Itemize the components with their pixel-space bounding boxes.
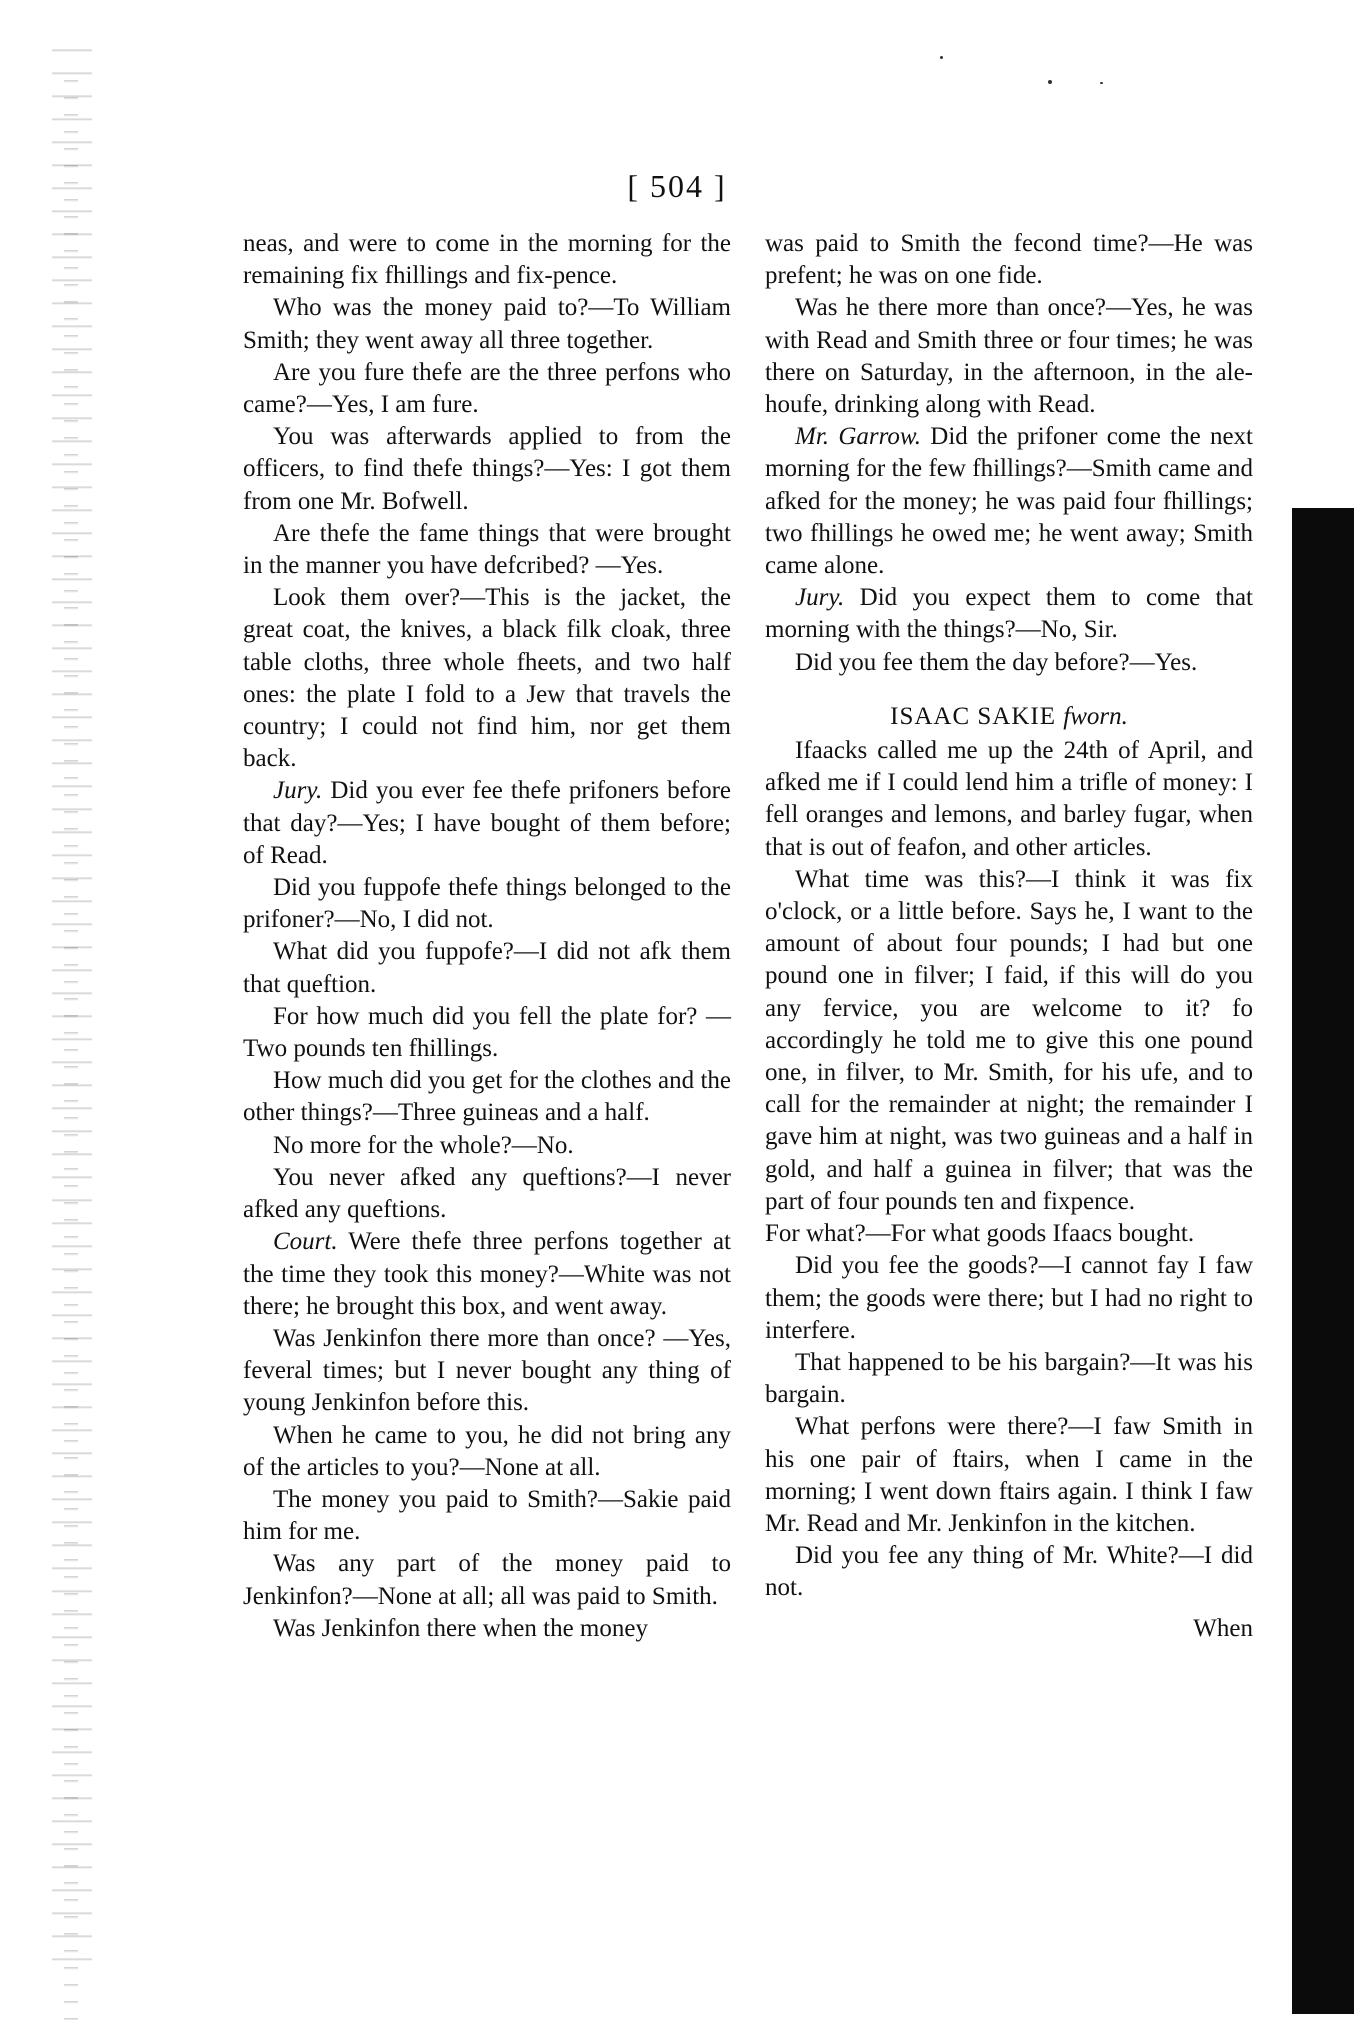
paragraph: neas, and were to come in the morning for the remaining fix fhillings and fix-pence. <box>243 230 731 290</box>
paragraph-text: Did you expect them to come that morning with the things?—No, Sir. <box>765 584 1253 644</box>
witness-name: ISAAC SAKIE <box>890 702 1056 730</box>
paragraph: You never afked any queftions?—I never afked any queftions. <box>243 1163 731 1224</box>
paragraph: You was afterwards applied to from the officers, to find thefe things?—Yes: I got them from one Mr. Bofwell. <box>243 423 731 515</box>
paragraph <box>765 421 1253 582</box>
paragraph: was paid to Smith the fecond time?—He was prefent; he was on one fide. <box>765 230 1253 290</box>
paragraph: What time was this?—I think it was fix o'clock, or a little before. Says he, I want to the amount of about four pounds; I had but one pound one in filver; I faid, if this will do you any fervice, you are welcome to it? fo accordingly he told me to give this one pound one, in filver, to Mr. Smith, for his ufe, and to call for the remainder at night; the remainder I gave him at night, was two guineas and a half in gold, and half a guinea in filver; that was the part of four pounds ten and fixpence. <box>765 865 1253 1215</box>
paragraph: Are thefe the fame things that were brought in the manner you have defcribed? —Yes. <box>243 519 731 580</box>
paragraph: What perfons were there?—I faw Smith in his one pair of ftairs, when I came in the morning; I went down ftairs again. I think I faw Mr. Read and Mr. Jenkinfon in the kitchen. <box>765 1413 1253 1537</box>
paragraph: Was he there more than once?—Yes, he was with Read and Smith three or four times; he was there on Saturday, in the afternoon, in the ale-houfe, drinking along with Read. <box>765 294 1253 419</box>
paragraph <box>765 582 1253 646</box>
paragraph: Was Jenkinfon there more than once? —Yes, feveral times; but I never bought any thing of young Jenkinfon before this. <box>243 1324 731 1417</box>
paragraph: Was any part of the money paid to Jenkinfon?—None at all; all was paid to Smith. <box>243 1550 731 1610</box>
scan-speck <box>1100 82 1103 84</box>
paragraph: Are you fure thefe are the three perfons who came?—Yes, I am fure. <box>243 358 731 419</box>
paragraph: How much did you get for the clothes and the other things?—Three guineas and a half. <box>243 1067 731 1127</box>
paragraph-text: Did you ever fee thefe prifoners before that day?—Yes; I have bought of them before; of Read. <box>243 777 731 869</box>
left-column <box>243 228 731 1645</box>
paragraph: That happened to be his bargain?—It was his bargain. <box>765 1348 1253 1409</box>
witness-status: fworn. <box>1063 702 1128 730</box>
paragraph: No more for the whole?—No. <box>273 1131 574 1159</box>
speaker-label: Jury. <box>795 584 845 612</box>
right-column <box>765 228 1253 1645</box>
speaker-label: Jury. <box>273 777 323 805</box>
scan-speck <box>1048 80 1052 84</box>
scan-speck <box>940 56 943 59</box>
paragraph: Did you fuppofe thefe things belonged to the prifoner?—No, I did not. <box>243 874 731 934</box>
speaker-label: Court. <box>273 1228 338 1256</box>
paragraph: Did you fee the goods?—I cannot fay I faw them; the goods were there; but I had no right to interfere. <box>765 1252 1253 1344</box>
page-number: [ 504 ] <box>627 168 727 204</box>
binding-shadow-inner <box>64 80 78 2020</box>
paragraph: For how much did you fell the plate for? —Two pounds ten fhillings. <box>243 1002 731 1063</box>
paragraph: Did you fee them the day before?—Yes. <box>795 648 1198 676</box>
paragraph <box>243 775 731 872</box>
paragraph: For what?—For what goods Ifaacs bought. <box>765 1220 1195 1248</box>
catchword: When <box>1193 1614 1253 1642</box>
paragraph: Ifaacks called me up the 24th of April, and afked me if I could lend him a trifle of money: I fell oranges and lemons, and barley fugar, when that is out of feafon, and other articles. <box>765 737 1253 861</box>
scan-edge-shadow <box>1292 508 1354 2014</box>
paragraph-text: Were thefe three perfons together at the time they took this money?—White was not there; he brought this box, and went away. <box>243 1228 731 1320</box>
paragraph: What did you fuppofe?—I did not afk them that queftion. <box>243 938 731 998</box>
paragraph: The money you paid to Smith?—Sakie paid him for me. <box>243 1485 731 1546</box>
paragraph: Who was the money paid to?—To William Smith; they went away all three together. <box>243 294 731 354</box>
speaker-label: Mr. Garrow. <box>795 423 921 451</box>
paragraph: When he came to you, he did not bring any of the articles to you?—None at all. <box>243 1421 731 1481</box>
paragraph: Was Jenkinfon there when the money <box>273 1614 648 1642</box>
paragraph-text: Did the prifoner come the next morning for the few fhillings?—Smith came and afked for the money; he was paid four fhillings; two fhillings he owed me; he went away; Smith came alone. <box>765 423 1253 580</box>
paragraph <box>243 1226 731 1323</box>
paragraph: Look them over?—This is the jacket, the great coat, the knives, a black filk cloak, three table cloths, three whole fheets, and two half ones: the plate I fold to a Jew that travels the country; I could not find him, nor get them back. <box>243 584 731 773</box>
paragraph: Did you fee any thing of Mr. White?—I did not. <box>765 1542 1253 1602</box>
witness-heading <box>765 701 1253 733</box>
